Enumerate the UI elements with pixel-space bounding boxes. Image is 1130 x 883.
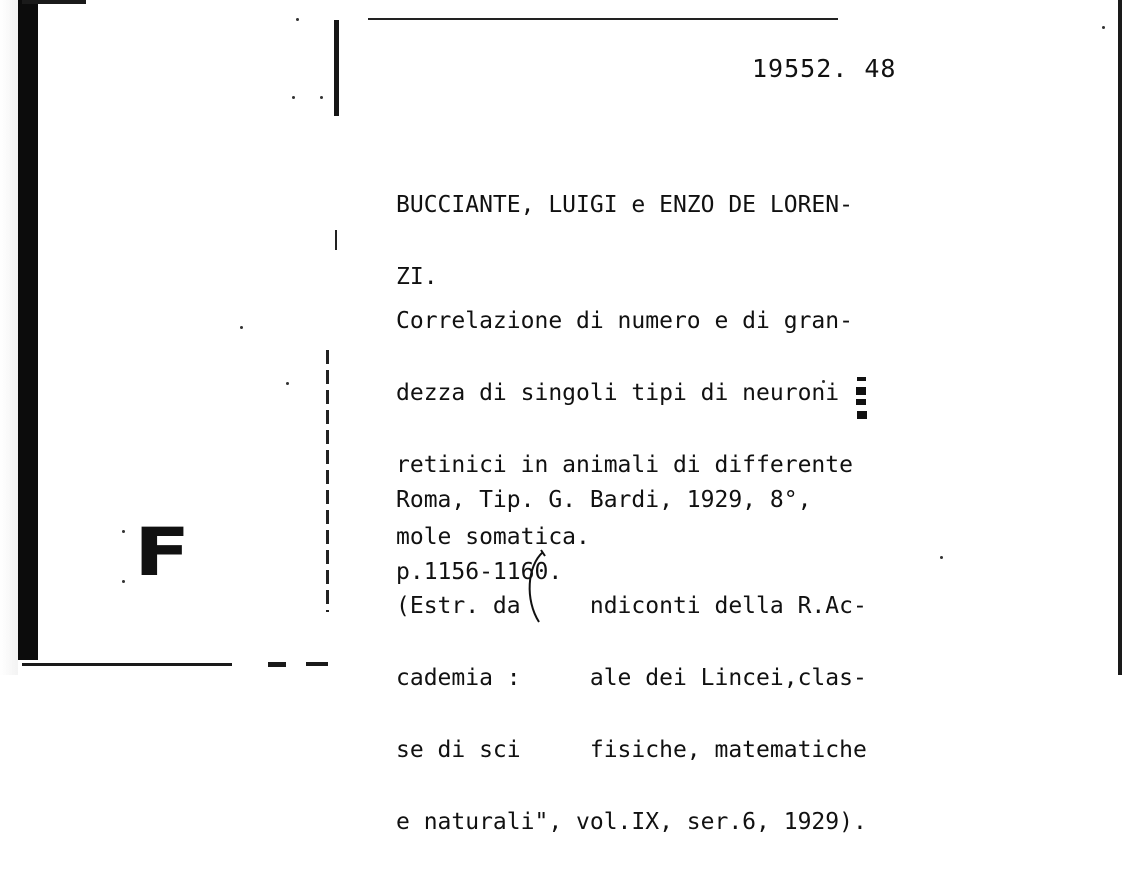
scan-speck (940, 556, 943, 559)
scan-speck (320, 96, 323, 99)
scan-edge-bottom-mark (268, 662, 286, 667)
handwritten-mark (854, 373, 870, 421)
scan-edge-bottom (22, 663, 232, 666)
scan-speck (286, 382, 289, 385)
scan-edge-shade (0, 0, 18, 675)
margin-line (335, 230, 337, 250)
title-line-2: dezza di singoli tipi di neuroni (396, 380, 840, 406)
series-note (396, 546, 867, 882)
imprint-line-1: Roma, Tip. G. Bardi, 1929, 8°, (396, 487, 812, 513)
note-line-3: se di sci fisiche, matematiche (396, 737, 867, 763)
note-line-2: cademia : ale dei Lincei,clas- (396, 665, 867, 691)
title-line-4: mole somatica. (396, 524, 590, 550)
scan-speck (296, 18, 299, 21)
author-line-1: BUCCIANTE, LUIGI e ENZO DE LOREN- (396, 192, 853, 218)
scan-edge-bottom-mark (306, 662, 328, 666)
scan-speck (122, 580, 125, 583)
scan-edge-top (22, 0, 86, 4)
card-top-rule (368, 18, 838, 20)
scan-speck (122, 530, 125, 533)
title-line-3: retinici in animali di differente (396, 452, 853, 478)
card-left-rule (334, 20, 339, 116)
margin-line (326, 350, 329, 612)
note-line-4: e naturali", vol.IX, ser.6, 1929). (396, 809, 867, 835)
imprint-line-2: p.1156-1160. (396, 559, 563, 585)
catalog-number: 19552. 48 (752, 54, 897, 83)
note-line-1: (Estr. da ndiconti della R.Ac- (396, 593, 867, 619)
scan-speck (1102, 26, 1105, 29)
scan-speck (240, 326, 243, 329)
title-line-1: Correlazione di numero e di gran- (396, 308, 853, 334)
handwritten-bracket (519, 548, 549, 626)
scan-edge-left (18, 0, 38, 660)
author-line-2: ZI. (396, 264, 438, 290)
scan-speck (292, 96, 295, 99)
scan-edge-right (1118, 0, 1122, 675)
stamp-letter: F (134, 514, 191, 591)
